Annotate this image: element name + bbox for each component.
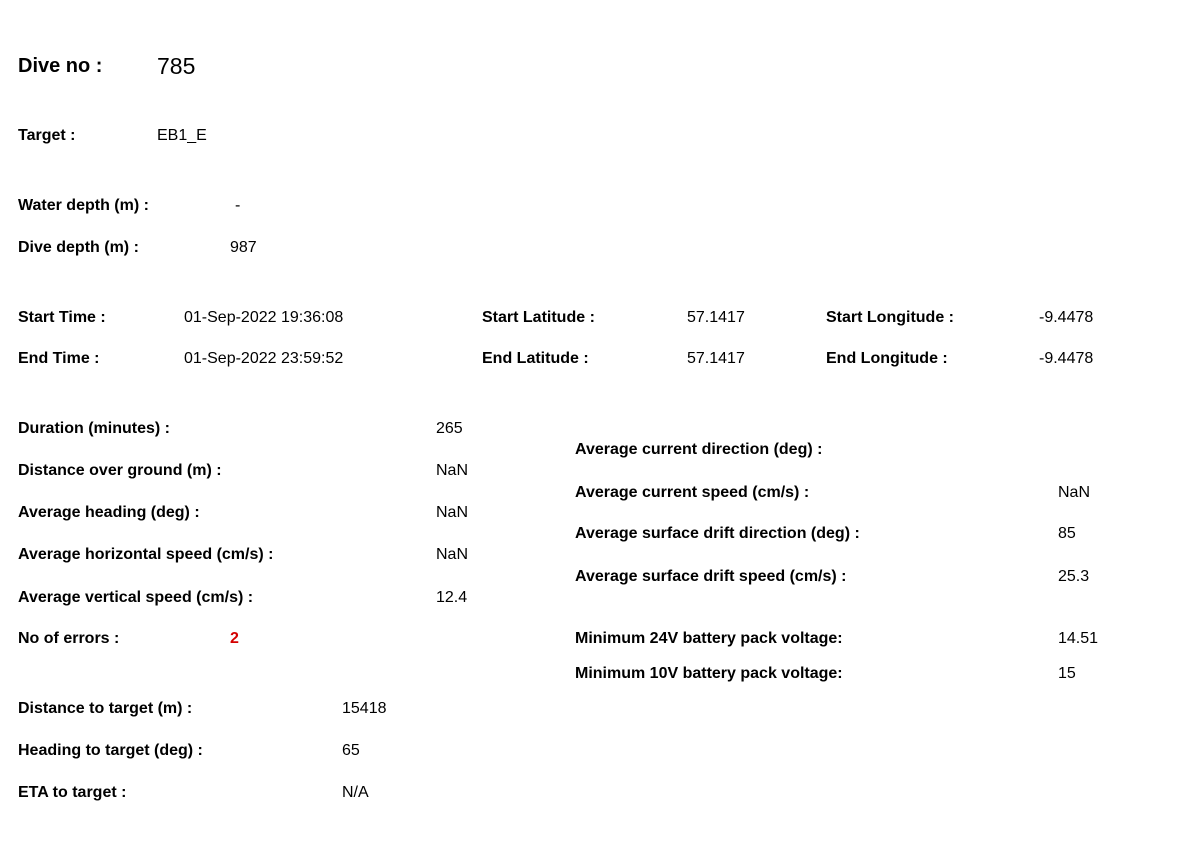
min-24v-battery-label: Minimum 24V battery pack voltage: bbox=[575, 630, 843, 647]
min-24v-battery-value: 14.51 bbox=[1058, 630, 1099, 647]
average-heading-label: Average heading (deg) : bbox=[18, 504, 200, 521]
heading-to-target-label: Heading to target (deg) : bbox=[18, 742, 203, 759]
duration-label: Duration (minutes) : bbox=[18, 420, 170, 437]
start-longitude-value: -9.4478 bbox=[1039, 309, 1094, 326]
start-time-label: Start Time : bbox=[18, 309, 106, 326]
target-value: EB1_E bbox=[157, 127, 207, 144]
distance-to-target-label: Distance to target (m) : bbox=[18, 700, 193, 717]
average-surface-drift-speed-value: 25.3 bbox=[1058, 568, 1090, 585]
eta-to-target-label: ETA to target : bbox=[18, 784, 127, 801]
average-surface-drift-direction-label: Average surface drift direction (deg) : bbox=[575, 525, 860, 542]
target-label: Target : bbox=[18, 127, 76, 144]
end-time-label: End Time : bbox=[18, 350, 100, 367]
eta-to-target-value: N/A bbox=[342, 784, 369, 801]
heading-to-target-value: 65 bbox=[342, 742, 360, 759]
average-surface-drift-speed-label: Average surface drift speed (cm/s) : bbox=[575, 568, 847, 585]
end-longitude-label: End Longitude : bbox=[826, 350, 948, 367]
distance-to-target-value: 15418 bbox=[342, 700, 387, 717]
duration-value: 265 bbox=[436, 420, 463, 437]
end-time-value: 01-Sep-2022 23:59:52 bbox=[184, 350, 344, 367]
average-current-speed-value: NaN bbox=[1058, 484, 1091, 501]
start-longitude-label: Start Longitude : bbox=[826, 309, 954, 326]
average-heading-value: NaN bbox=[436, 504, 469, 521]
average-surface-drift-direction-value: 85 bbox=[1058, 525, 1076, 542]
dive-number-value: 785 bbox=[157, 53, 196, 79]
distance-over-ground-value: NaN bbox=[436, 462, 469, 479]
start-latitude-label: Start Latitude : bbox=[482, 309, 595, 326]
errors-count: 2 bbox=[230, 630, 239, 647]
min-10v-battery-label: Minimum 10V battery pack voltage: bbox=[575, 665, 843, 682]
end-latitude-label: End Latitude : bbox=[482, 350, 589, 367]
distance-over-ground-label: Distance over ground (m) : bbox=[18, 462, 222, 479]
start-latitude-value: 57.1417 bbox=[687, 309, 745, 326]
water-depth-value: - bbox=[235, 197, 241, 214]
water-depth-label: Water depth (m) : bbox=[18, 197, 149, 214]
dive-depth-value: 987 bbox=[230, 239, 257, 256]
min-10v-battery-value: 15 bbox=[1058, 665, 1076, 682]
average-horizontal-speed-label: Average horizontal speed (cm/s) : bbox=[18, 546, 274, 563]
average-current-speed-label: Average current speed (cm/s) : bbox=[575, 484, 810, 501]
average-vertical-speed-label: Average vertical speed (cm/s) : bbox=[18, 589, 254, 606]
average-current-direction-label: Average current direction (deg) : bbox=[575, 441, 823, 458]
dive-depth-label: Dive depth (m) : bbox=[18, 239, 139, 256]
dive-number-label: Dive no : bbox=[18, 55, 103, 77]
average-vertical-speed-value: 12.4 bbox=[436, 589, 468, 606]
end-longitude-value: -9.4478 bbox=[1039, 350, 1094, 367]
average-horizontal-speed-value: NaN bbox=[436, 546, 469, 563]
errors-label: No of errors : bbox=[18, 630, 120, 647]
end-latitude-value: 57.1417 bbox=[687, 350, 745, 367]
start-time-value: 01-Sep-2022 19:36:08 bbox=[184, 309, 344, 326]
